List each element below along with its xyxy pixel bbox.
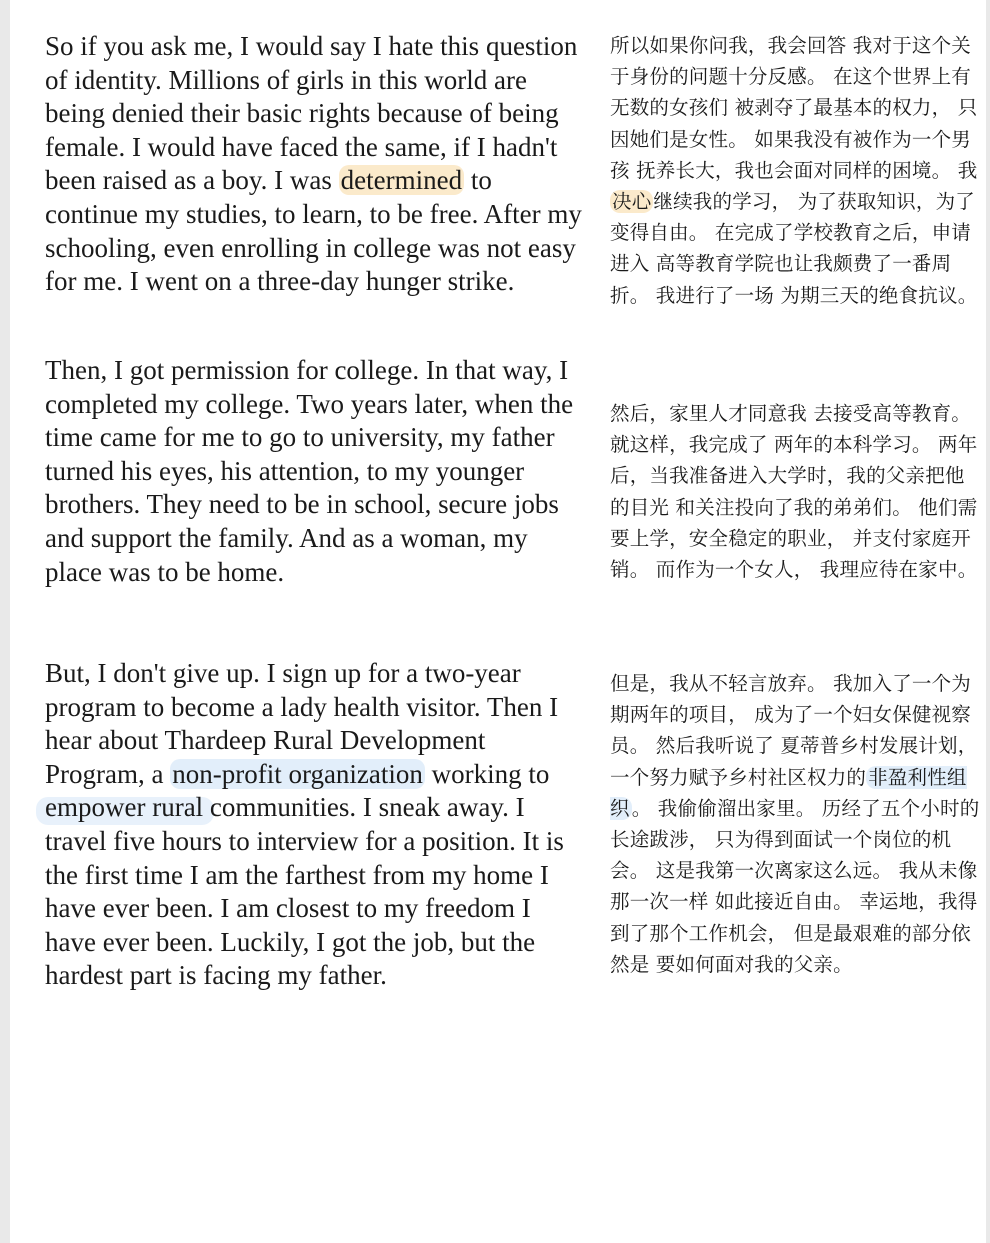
english-paragraph-1 [45, 30, 585, 299]
text: working to empower rural communities. I sneak away. I travel five hours to interview for a position. It is the first time I am the farthest from my home I have ever been. I am closest to my freedom I have ever been. Luckily, I got the job, but the hardest part is facing my father. [45, 758, 564, 991]
chinese-paragraph-1 [610, 30, 982, 311]
highlighted-phrase-non-profit[interactable]: non-profit organization [172, 758, 423, 789]
english-paragraph-2: Then, I got permission for college. In that way, I completed my college. Two years later, when the time came for me to go to university, my father turned his eyes, his attention, to my younger brothers. They need to be in school, secure jobs and support the family. And as a woman, my place was to be home. [45, 355, 574, 587]
text: 。 我偷偷溜出家里。 历经了五个小时的长途跋涉， 只为得到面试一个岗位的机会。 这是我第一次离家这么远。 我从未像那一次一样 如此接近自由。 幸运地，我得到了那个工作机会， 但是最艰难的部分依然是 要如何面对我的父亲。 [610, 796, 980, 976]
highlighted-word-juexin[interactable]: 决心 [612, 190, 652, 214]
document-page [10, 0, 986, 1243]
highlighted-word-determined[interactable]: determined [340, 165, 463, 196]
text: 所以如果你问我，我会回答 我对于这个关于身份的问题十分反感。 在这个世界上有无数的女孩们 被剥夺了最基本的权力， 只因她们是女性。 如果我没有被作为一个男孩 抚养长大，我也会面对同样的困境。 我 [610, 34, 978, 182]
chinese-paragraph-2: 然后，家里人才同意我 去接受高等教育。就这样，我完成了 两年的本科学习。 两年后，当我准备进入大学时，我的父亲把他的目光 和关注投向了我的弟弟们。 他们需要上学，安全稳定的职业， 并支付家庭开销。 而作为一个女人， 我理应待在家中。 [610, 402, 978, 582]
highlighted-phrase-feiyingli[interactable]: 非盈利性组织 [610, 765, 967, 820]
chinese-paragraph-3 [610, 668, 982, 980]
text: to continue my studies, to learn, to be free. After my schooling, even enrolling in college was not easy for me. I went on a three-day hunger strike. [45, 165, 582, 297]
text: 但是，我从不轻言放弃。 我加入了一个为期两年的项目， 成为了一个妇女保健视察员。 然后我听说了 夏蒂普乡村发展计划， 一个努力赋予乡村社区权力的 [610, 672, 978, 789]
english-paragraph-3 [45, 657, 585, 993]
text: But, I don't give up. I sign up for a two-year program to become a lady health visitor. Then I hear about Thardeep Rural Development Program, a [45, 658, 559, 789]
text: So if you ask me, I would say I hate this question of identity. Millions of girls in this world are being denied their basic rights because of being female. I would have faced the same, if I hadn't been raised as a boy. I was [45, 31, 578, 196]
text: 继续我的学习， 为了获取知识，为了变得自由。 在完成了学校教育之后，申请进入 高等教育学院也让我颇费了一番周折。 我进行了一场 为期三天的绝食抗议。 [610, 190, 978, 307]
